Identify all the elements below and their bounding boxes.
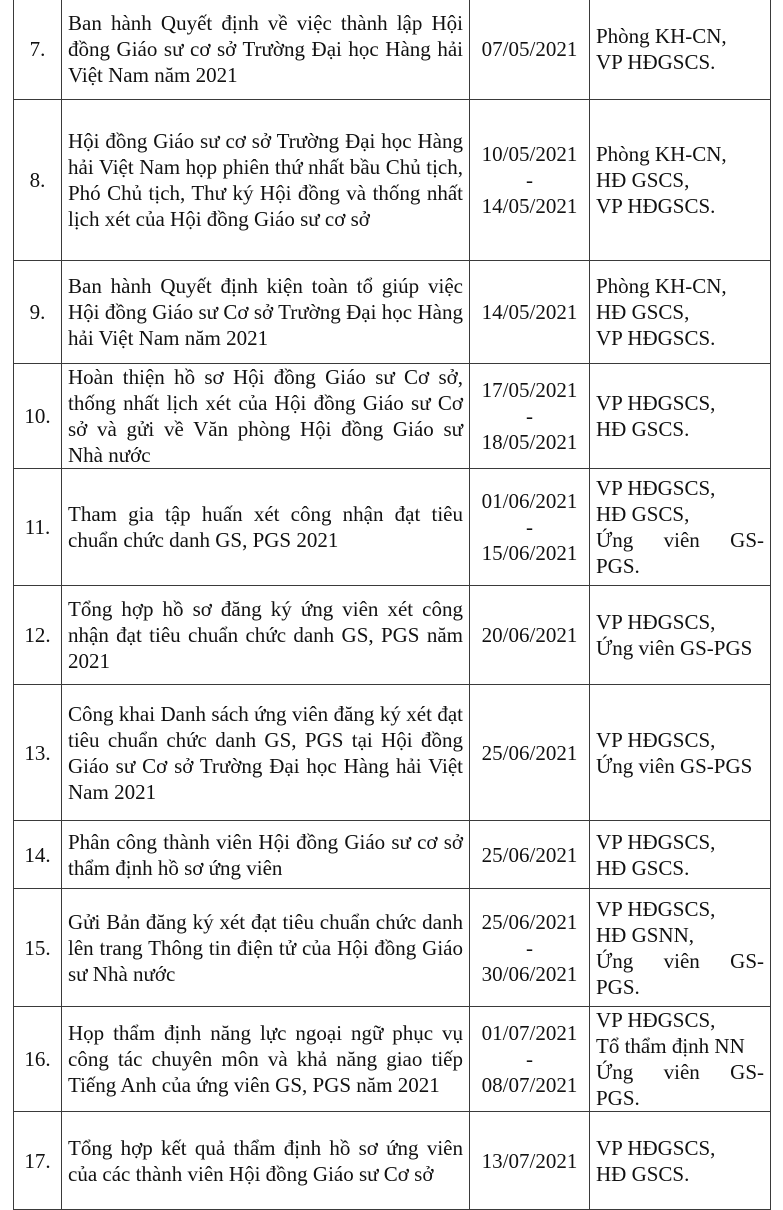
responsible-parties: [590, 364, 771, 469]
responsible-line: VP HĐGSCS,: [596, 610, 716, 634]
date-line: 30/06/2021: [481, 961, 578, 986]
task-date: [470, 1007, 590, 1112]
responsible-line: PGS.: [596, 554, 640, 578]
task-date: [470, 0, 590, 100]
table-row: [14, 364, 771, 469]
date-line: 25/06/2021: [481, 740, 578, 765]
date-line: 13/07/2021: [481, 1148, 578, 1173]
date-line: 01/07/2021: [481, 1021, 578, 1045]
table-row: [14, 469, 771, 586]
responsible-parties: [590, 889, 771, 1007]
table-row: [14, 586, 771, 685]
date-line: 15/06/2021: [481, 541, 578, 565]
date-line: -: [526, 168, 533, 192]
task-date: [470, 1112, 590, 1210]
table-row: [14, 821, 771, 889]
responsible-line: HĐ GSCS.: [596, 1161, 690, 1186]
task-description: Gửi Bản đăng ký xét đạt tiêu chuẩn chức danh lên trang Thông tin điện tử của Hội đồng Giáo sư Nhà nước: [62, 889, 470, 1007]
date-line: 18/05/2021: [481, 430, 578, 454]
row-number: 11.: [14, 469, 62, 586]
task-description: Ban hành Quyết định về việc thành lập Hội đồng Giáo sư cơ sở Trường Đại học Hàng hải Việt Nam năm 2021: [62, 0, 470, 100]
responsible-line: VP HĐGSCS,: [596, 896, 716, 921]
responsible-line: HĐ GSCS.: [596, 417, 690, 441]
task-description: Tổng hợp kết quả thẩm định hồ sơ ứng viên của các thành viên Hội đồng Giáo sư Cơ sở: [62, 1112, 470, 1210]
row-number: 17.: [14, 1112, 62, 1210]
date-line: -: [526, 515, 533, 539]
date-line: 17/05/2021: [481, 378, 578, 402]
table-row: [14, 1007, 771, 1112]
table-row: [14, 100, 771, 261]
responsible-parties: [590, 586, 771, 685]
row-number: 13.: [14, 685, 62, 821]
row-number: 9.: [14, 261, 62, 364]
task-description: Hội đồng Giáo sư cơ sở Trường Đại học Hàng hải Việt Nam họp phiên thứ nhất bầu Chủ tịch, Phó Chủ tịch, Thư ký Hội đồng và thống nhất lịch xét của Hội đồng Giáo sư cơ sở: [62, 100, 470, 261]
task-description: Công khai Danh sách ứng viên đăng ký xét đạt tiêu chuẩn chức danh GS, PGS tại Hội đồng Giáo sư Cơ sở Trường Đại học Hàng hải Việt Nam 2021: [62, 685, 470, 821]
table-row: [14, 889, 771, 1007]
row-number: 10.: [14, 364, 62, 469]
responsible-line: VP HĐGSCS,: [596, 829, 716, 854]
responsible-parties: [590, 1112, 771, 1210]
date-line: 10/05/2021: [481, 142, 578, 166]
responsible-line: VP HĐGSCS,: [596, 1135, 716, 1160]
table-row: [14, 1112, 771, 1210]
row-number: 16.: [14, 1007, 62, 1112]
responsible-line: Ứng viên GS-: [596, 528, 764, 552]
responsible-line: HĐ GSCS,: [596, 168, 690, 192]
row-number: 7.: [14, 0, 62, 100]
task-date: [470, 100, 590, 261]
responsible-line: PGS.: [596, 1086, 640, 1110]
table-row: [14, 0, 771, 100]
row-number: 12.: [14, 586, 62, 685]
responsible-line: VP HĐGSCS,: [596, 727, 716, 752]
responsible-parties: [590, 821, 771, 889]
responsible-line: VP HĐGSCS,: [596, 476, 716, 500]
task-description: Hoàn thiện hồ sơ Hội đồng Giáo sư Cơ sở, thống nhất lịch xét của Hội đồng Giáo sư Cơ sở và gửi về Văn phòng Hội đồng Giáo sư Nhà nước: [62, 364, 470, 469]
date-line: -: [526, 935, 533, 960]
task-description: Phân công thành viên Hội đồng Giáo sư cơ sở thẩm định hồ sơ ứng viên: [62, 821, 470, 889]
task-date: [470, 261, 590, 364]
date-line: -: [526, 404, 533, 428]
date-line: 14/05/2021: [481, 300, 578, 324]
date-line: 14/05/2021: [481, 194, 578, 218]
responsible-line: VP HĐGSCS.: [596, 50, 716, 74]
date-line: 25/06/2021: [481, 842, 578, 867]
task-date: [470, 685, 590, 821]
date-line: 07/05/2021: [481, 37, 578, 61]
date-line: 08/07/2021: [481, 1073, 578, 1097]
task-description: Tham gia tập huấn xét công nhận đạt tiêu chuẩn chức danh GS, PGS 2021: [62, 469, 470, 586]
responsible-line: HĐ GSNN,: [596, 922, 695, 947]
responsible-parties: [590, 261, 771, 364]
responsible-line: Ứng viên GS-PGS: [596, 636, 753, 660]
table-row: [14, 685, 771, 821]
responsible-line: Ứng viên GS-: [596, 1060, 764, 1084]
responsible-line: Ứng viên GS-PGS: [596, 753, 753, 778]
schedule-table-body: [14, 0, 771, 1210]
schedule-table: [13, 0, 771, 1210]
responsible-line: VP HĐGSCS,: [596, 1008, 716, 1032]
responsible-line: Phòng KH-CN,: [596, 274, 727, 298]
date-line: -: [526, 1047, 533, 1071]
responsible-line: Tổ thẩm định NN: [596, 1034, 745, 1058]
responsible-parties: [590, 1007, 771, 1112]
responsible-parties: [590, 469, 771, 586]
responsible-parties: [590, 685, 771, 821]
responsible-line: Phòng KH-CN,: [596, 142, 727, 166]
responsible-line: VP HĐGSCS.: [596, 326, 716, 350]
task-date: [470, 469, 590, 586]
responsible-parties: [590, 0, 771, 100]
date-line: 20/06/2021: [481, 623, 578, 647]
responsible-line: Ứng viên GS-: [596, 948, 764, 973]
task-date: [470, 364, 590, 469]
task-description: Ban hành Quyết định kiện toàn tổ giúp việc Hội đồng Giáo sư Cơ sở Trường Đại học Hàng hải Việt Nam năm 2021: [62, 261, 470, 364]
task-description: Tổng hợp hồ sơ đăng ký ứng viên xét công nhận đạt tiêu chuẩn chức danh GS, PGS năm 2021: [62, 586, 470, 685]
responsible-line: VP HĐGSCS.: [596, 194, 716, 218]
responsible-line: Phòng KH-CN,: [596, 24, 727, 48]
responsible-line: HĐ GSCS,: [596, 300, 690, 324]
row-number: 14.: [14, 821, 62, 889]
responsible-parties: [590, 100, 771, 261]
responsible-line: HĐ GSCS.: [596, 855, 690, 880]
responsible-line: PGS.: [596, 974, 640, 999]
row-number: 8.: [14, 100, 62, 261]
responsible-line: VP HĐGSCS,: [596, 391, 716, 415]
task-date: [470, 586, 590, 685]
task-description: Họp thẩm định năng lực ngoại ngữ phục vụ công tác chuyên môn và khả năng giao tiếp Tiếng Anh của ứng viên GS, PGS năm 2021: [62, 1007, 470, 1112]
task-date: [470, 821, 590, 889]
date-line: 25/06/2021: [481, 909, 578, 934]
date-line: 01/06/2021: [481, 489, 578, 513]
table-row: [14, 261, 771, 364]
task-date: [470, 889, 590, 1007]
row-number: 15.: [14, 889, 62, 1007]
responsible-line: HĐ GSCS,: [596, 502, 690, 526]
